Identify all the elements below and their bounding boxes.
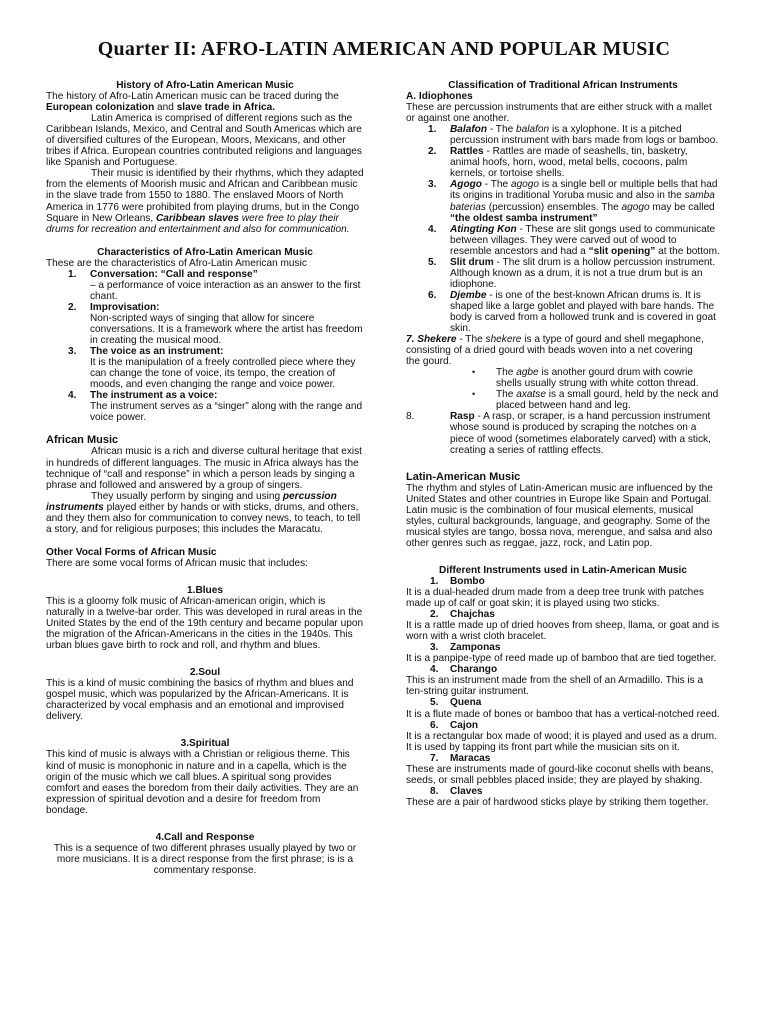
- latin-music-heading: Latin-American Music: [406, 470, 521, 483]
- vocal-item-title: 4.Call and Response: [155, 831, 255, 843]
- instrument-title: 6. Cajon: [430, 719, 479, 731]
- list-item-title: 3. The voice as an instrument:: [68, 346, 224, 358]
- african-paragraph-1: African music is a rich and diverse cultural heritage that exist in hundreds of different languages. The music in Africa always has the technique of “call and response” in which a person leads by singing a phrase and followed and answered by a group of singers.: [46, 446, 362, 491]
- instrument-body: These are instruments made of gourd-like coconut shells with beans, seeds, or small pebbles placed inside; they are played by shaking.: [406, 763, 714, 786]
- instrument-title: 8. Claves: [430, 785, 483, 797]
- list-item: 3. Agogo - The agogo is a single bell or multiple bells that had its origins in traditional Yoruba music and also in the samba baterias (percussion) ensembles. The agogo may be called “the oldest samba instrument”: [428, 179, 718, 224]
- characteristics-list: [46, 269, 364, 424]
- list-item-body: The instrument serves as a “singer” along with the range and voice power.: [90, 401, 363, 424]
- instrument-body: This is an instrument made from the shell of an Armadillo. This is a ten-string guitar instrument.: [406, 675, 704, 698]
- vocal-forms-heading: Other Vocal Forms of African Music: [46, 546, 217, 558]
- classification-heading: Classification of Traditional African Instruments: [448, 80, 678, 91]
- instrument-body: It is a rectangular box made of wood; it is played and used as a drum. It is used by tapping its front part while the musician sits on it.: [406, 730, 717, 753]
- list-item: 2. Rattles - Rattles are made of seashells, tin, basketry, animal hoofs, horn, wood, metal bells, cocoons, palm kernels, or tortoise shells.: [428, 146, 688, 180]
- shekere-paragraph-end: the gourd.: [406, 356, 452, 368]
- bullet-glyph: •: [472, 367, 476, 378]
- vocal-item-title: 3.Spiritual: [180, 738, 230, 750]
- instrument-title: 4. Charango: [430, 664, 498, 676]
- vocal-item-body: This is a kind of music combining the basics of rhythm and blues and gospel music, which was popularized by the African-Americans. It is characterized by vocal emphasis and an emotional and improvised delivery.: [46, 678, 354, 723]
- list-item: 5. Slit drum - The slit drum is a hollow percussion instrument. Although known as a drum, it is not a true drum but is an idiophone.: [428, 256, 716, 290]
- vocal-item-title: 2.Soul: [189, 667, 221, 679]
- instrument-body: It is a panpipe-type of reed made up of bamboo that are tied together.: [406, 653, 717, 665]
- vocal-item-body: This is a gloomy folk music of African-american origin, which is naturally in a twelve-bar order. This was developed in rural areas in the United States by the end of the 19th century and became popular upon the migration of the African-Americans in the cities in the 1940s. This urban blues gave birth to rock and roll, and rhythm and blues.: [46, 595, 364, 652]
- instrument-body: It is a dual-headed drum made from a deep tree trunk with patches made up of calf or goat skin; it is played using two sticks.: [406, 587, 704, 610]
- instrument-title: 1. Bombo: [430, 575, 485, 587]
- african-paragraph-2: They usually perform by singing and using percussion instruments played either by hands or with sticks, drums, and others, and they them also for communication to convey news, to teach, to tell a story, and for religious purposes; this includes the Maracatu.: [46, 490, 361, 535]
- instrument-body: It is a flute made of bones or bamboo that has a vertical-notched reed.: [406, 708, 720, 720]
- list-item-body: – a performance of voice interaction as an answer to the first chant.: [90, 279, 361, 302]
- left-column: [46, 80, 364, 876]
- history-paragraph-3: Their music is identified by their rhythms, which they adapted from the elements of Moorish music and African and Caribbean music in the slave trade from 1550 to 1880. The enslaved Moors of North America in 1776 were prohibited from playing drums, but in the Congo Square in New Orleans, Caribbean slaves were free to play their drums for recreation and entertainment and also for communication.: [46, 168, 364, 235]
- vocal-forms-intro: There are some vocal forms of African music that includes:: [46, 557, 308, 569]
- instrument-body: It is a rattle made up of dried hooves from sheep, llama, or goat and is worn with a wrist cloth bracelet.: [406, 620, 720, 643]
- list-item-title: 2. Improvisation:: [68, 301, 160, 313]
- characteristics-heading: Characteristics of Afro-Latin American Music: [97, 246, 313, 258]
- list-item: 6. Djembe - is one of the best-known African drums is. It is shaped like a large goblet and played with bare hands. The body is carved from a hollowed trunk and is covered in goat skin.: [428, 289, 716, 335]
- list-item-title: 1. Conversation: “Call and response”: [68, 268, 258, 280]
- instrument-title: 2. Chajchas: [430, 609, 495, 621]
- list-item: 8. Rasp - A rasp, or scraper, is a hand percussion instrument whose sound is produced by scraping the notches on a piece of wood (sometimes elaborately carved) with a stick, creating a series of rattling effects.: [406, 411, 711, 456]
- instrument-title: 7. Maracas: [430, 752, 491, 764]
- idiophones-intro: These are percussion instruments that are either struck with a mallet or against one another.: [406, 102, 712, 125]
- vocal-item-title: 1.Blues: [187, 584, 223, 596]
- latin-music-body: The rhythm and styles of Latin-American music are influenced by the United States and other countries in Europe like Spain and Portugal. Latin music is the combination of four musical elements, musical styles, cultural backgrounds, language, and geography. Some of the musical styles are tango, bossa nova, merengue, and salsa and also other genres such as reggae, jazz, rock, and Latin pop.: [406, 482, 713, 549]
- list-item-body: It is the manipulation of a freely controlled piece where they can change the tone of voice, its tempo, the creation of moods, and even changing the range and voice power.: [90, 357, 356, 391]
- vocal-item-body: This is a sequence of two different phrases usually played by two or more musicians. It is a direct response from the first phrase; is is a commentary response.: [53, 842, 357, 876]
- history-heading: History of Afro-Latin American Music: [116, 80, 294, 91]
- list-item: 1. Balafon - The balafon is a xylophone. It is a pitched percussion instrument with bars made from logs or bamboo.: [428, 124, 719, 147]
- instrument-title: 3. Zamponas: [430, 642, 501, 654]
- characteristics-intro: These are the characteristics of Afro-Latin American music: [46, 257, 307, 269]
- vocal-item-body: This kind of music is always with a Christian or religious theme. This kind of music is monophonic in nature and in a capella, which is the origin of the music which we call blues. A spiritual song provides comfort and eases the boredom from their daily activities. They are an expression of spiritual devotion and a desire for freedom from bondage.: [46, 749, 359, 816]
- shekere-paragraph: 7. Shekere - The shekere is a type of gourd and shell megaphone, consisting of a dried gourd with beads woven into a net covering: [406, 334, 704, 357]
- instrument-body: These are a pair of hardwood sticks playe by striking them together.: [406, 796, 709, 808]
- list-item: 4. Atingting Kon - These are slit gongs used to communicate between villages. They were carved out of wood to resemble ancestors and had a “slit opening” at the bottom.: [428, 223, 720, 257]
- list-item-title: 4. The instrument as a voice:: [68, 390, 218, 402]
- bullet-item: • The agbe is another gourd drum with cowrie shells usually strung with white cotton thread.: [472, 367, 699, 390]
- latin-instruments-heading: Different Instruments used in Latin-American Music: [439, 564, 687, 576]
- idiophones-subheading: A. Idiophones: [406, 91, 473, 103]
- instrument-title: 5. Quena: [430, 697, 482, 709]
- history-paragraph-1: The history of Afro-Latin American music can be traced during the European colonization and slave trade in Africa.: [46, 91, 339, 114]
- african-music-heading: African Music: [46, 434, 119, 447]
- bullet-glyph: •: [472, 389, 476, 400]
- page-title: Quarter II: AFRO-LATIN AMERICAN AND POPULAR MUSIC: [97, 38, 671, 60]
- right-column: [406, 80, 720, 808]
- list-item-body: Non-scripted ways of singing that allow for sincere conversations. It is a framework where the artist has freedom in creating the musical mood.: [90, 312, 363, 347]
- history-paragraph-2: Latin America is comprised of different regions such as the Caribbean Islands, Mexico, and Central and South Americas which are of diversified cultures of the European, Moors, Mexicans, and other tribes if Africa. European countries contributed religions and languages like Spanish and Portuguese.: [46, 113, 362, 169]
- bullet-item: • The axatse is a small gourd, held by the neck and placed between hand and leg.: [472, 389, 719, 412]
